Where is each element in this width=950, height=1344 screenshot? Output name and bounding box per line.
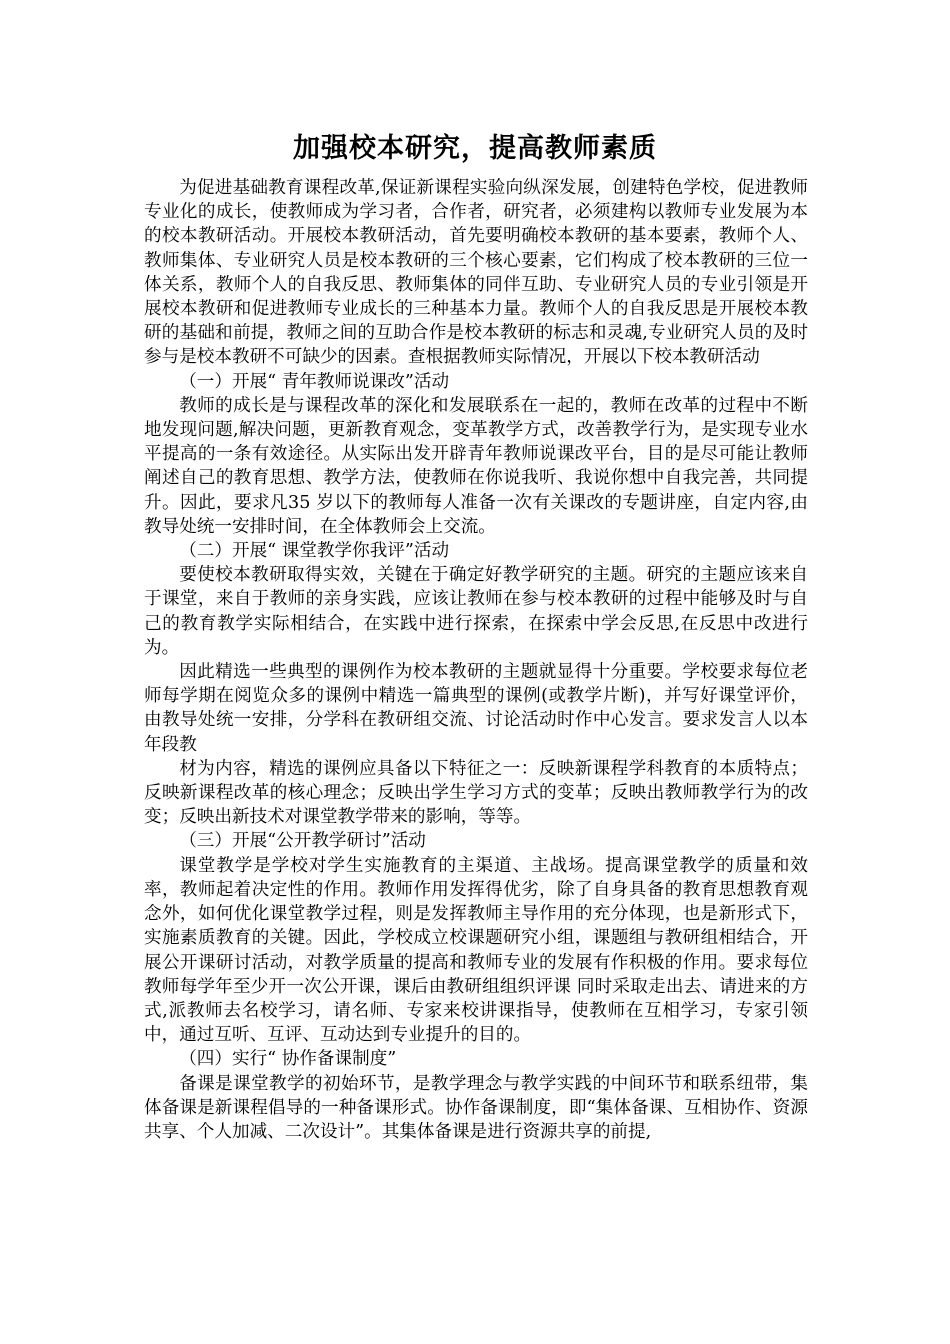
section-heading-2: （二）开展“ 课堂教学你我评”活动	[179, 541, 450, 562]
section-heading-1: （一）开展“ 青年教师说课改”活动	[179, 371, 450, 392]
document-title: 加强校本研究，提高教师素质	[293, 133, 657, 164]
paragraph: 要使校本教研取得实效，关键在于确定好教学研究的主题。研究的主题应该来自于课堂，来自于教师的亲身实践，应该让教师在参与校本教研的过程中能够及时与自己的教育教学实际相结合，在实践中进行探索，在探索中学会反思,在反思中改进行为。	[144, 565, 808, 658]
document-body	[144, 176, 808, 1144]
paragraph: 教师的成长是与课程改革的深化和发展联系在一起的，教师在改革的过程中不断地发现问题,解决问题，更新教育观念，变革教学方式，改善教学行为，是实现专业水平提高的一条有效途径。从实际出发开辟青年教师说课改平台，目的是尽可能让教师阐述自己的教育思想、教学方法，使教师在你说我听、我说你想中自我完善，共同提升。因此，要求凡35 岁以下的教师每人准备一次有关课改的专题讲座，自定内容,由教导处统一安排时间，在全体教师会上交流。	[144, 395, 808, 537]
paragraph: 因此精选一些典型的课例作为校本教研的主题就显得十分重要。学校要求每位老师每学期在阅览众多的课例中精选一篇典型的课例(或教学片断)，并写好课堂评价，由教导处统一安排，分学科在教研组交流、讨论活动时作中心发言。要求发言人以本年段教	[144, 662, 808, 755]
paragraph: 课堂教学是学校对学生实施教育的主渠道、主战场。提高课堂教学的质量和效率，教师起着决定性的作用。教师作用发挥得优劣，除了自身具备的教育思想教育观念外，如何优化课堂教学过程，则是发挥教师主导作用的充分体现，也是新形式下，实施素质教育的关键。因此，学校成立校课题研究小组，课题组与教研组相结合，开展公开课研讨活动，对教学质量的提高和教师专业的发展有作积极的作用。要求每位教师每学年至少开一次公开课，课后由教研组组织评课 同时采取走出去、请进来的方式,派教师去名校学习，请名师、专家来校讲课指导，使教师在互相学习，专家引领中，通过互听、互评、互动达到专业提升的目的。	[144, 855, 808, 1046]
section-heading-4: （四）实行“ 协作备课制度”	[179, 1049, 397, 1070]
paragraph: 材为内容，精选的课例应具备以下特征之一：反映新课程学科教育的本质特点；反映新课程改革的核心理念；反映出学生学习方式的变革；反映出教师教学行为的改变；反映出新技术对课堂教学带来的影响，等等。	[144, 758, 808, 828]
paragraph-intro: 为促进基础教育课程改革,保证新课程实验向纵深发展，创建特色学校，促进教师专业化的成长，使教师成为学习者，合作者，研究者，必须建构以教师专业发展为本的校本教研活动。开展校本教研活动，首先要明确校本教研的基本要素，教师个人、教师集体、专业研究人员是校本教研的三个核心要素，它们构成了校本教研的三位一体关系，教师个人的自我反思、教师集体的同伴互助、专业研究人员的专业引领是开展校本教研和促进教师专业成长的三种基本力量。教师个人的自我反思是开展校本教研的基础和前提，教师之间的互助合作是校本教研的标志和灵魂,专业研究人员的及时参与是校本教研不可缺少的因素。查根据教师实际情况，开展以下校本教研活动	[144, 178, 808, 368]
paragraph: 备课是课堂教学的初始环节，是教学理念与教学实践的中间环节和联系纽带，集体备课是新课程倡导的一种备课形式。协作备课制度，即“集体备课、互相协作、资源共享、个人加减、二次设计”。其集体备课是进行资源共享的前提,	[144, 1073, 808, 1142]
section-heading-3: （三）开展“公开教学研讨”活动	[179, 831, 426, 852]
